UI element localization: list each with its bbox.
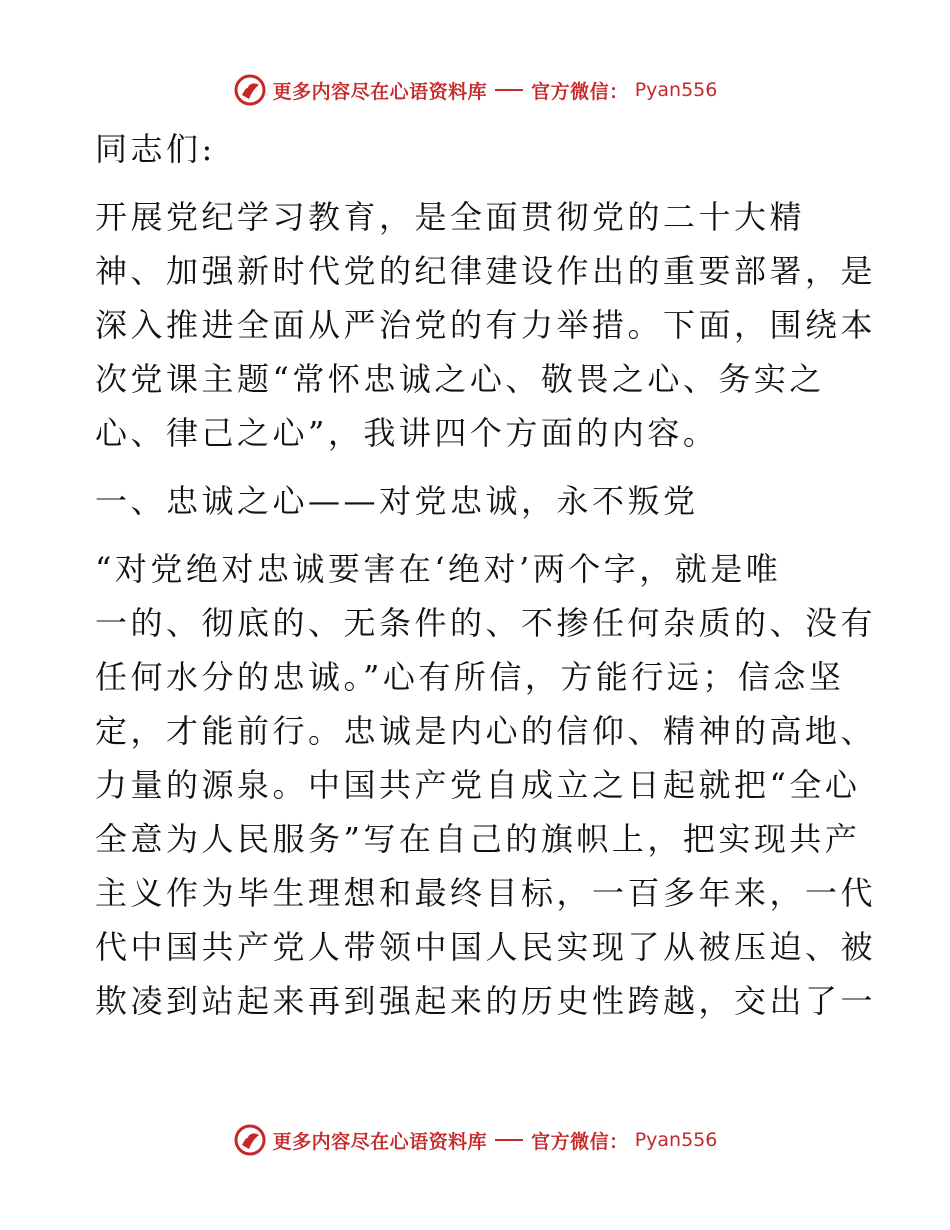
watermark-handle: Pyan556 — [634, 79, 718, 101]
text-line: 定，才能前行。忠诚是内心的信仰、精神的高地、 — [95, 712, 877, 750]
watermark-text: 更多内容尽在心语资料库 — [272, 80, 488, 103]
watermark-banner-top — [0, 70, 950, 110]
text-line: 欺凌到站起来再到强起来的历史性跨越，交出了一 — [95, 982, 877, 1020]
text-line: 开展党纪学习教育，是全面贯彻党的二十大精 — [95, 198, 806, 236]
watermark-label: 官方微信： — [531, 80, 629, 103]
section-heading — [95, 474, 855, 528]
paragraph-intro — [95, 190, 877, 460]
text-line: 主义作为毕生理想和最终目标，一百多年来，一代 — [95, 874, 877, 912]
watermark-text: 更多内容尽在心语资料库 — [272, 1130, 488, 1153]
text-line: 次党课主题“常怀忠诚之心、敬畏之心、务实之 — [95, 360, 825, 398]
text-line: 任何水分的忠诚。”心有所信，方能行远；信念坚 — [95, 658, 845, 696]
watermark-separator — [495, 1139, 523, 1141]
document-body — [95, 122, 877, 1028]
watermark-label: 官方微信： — [531, 1130, 629, 1153]
text-line: “对党绝对忠诚要害在‘绝对’两个字，就是唯 — [95, 550, 782, 588]
text-line: 力量的源泉。中国共产党自成立之日起就把“全心 — [95, 766, 861, 804]
text-line: 深入推进全面从严治党的有力举措。下面，围绕本 — [95, 306, 877, 344]
paragraph-loyalty — [95, 542, 877, 1028]
text-line: 神、加强新时代党的纪律建设作出的重要部署，是 — [95, 252, 877, 290]
heading-line: 一、忠诚之心——对党忠诚，永不叛党 — [95, 482, 699, 520]
watermark-handle: Pyan556 — [634, 1129, 718, 1151]
watermark-separator — [495, 89, 523, 91]
logo-icon — [233, 73, 267, 107]
text-line: 心、律己之心”，我讲四个方面的内容。 — [95, 414, 719, 452]
logo-icon — [233, 1123, 267, 1157]
salutation: 同志们: — [95, 130, 216, 168]
text-line: 代中国共产党人带领中国人民实现了从被压迫、被 — [95, 928, 877, 966]
watermark-banner-bottom — [0, 1120, 950, 1160]
text-line: 全意为人民服务”写在自己的旗帜上，把实现共产 — [95, 820, 861, 858]
text-line: 一的、彻底的、无条件的、不掺任何杂质的、没有 — [95, 604, 877, 642]
